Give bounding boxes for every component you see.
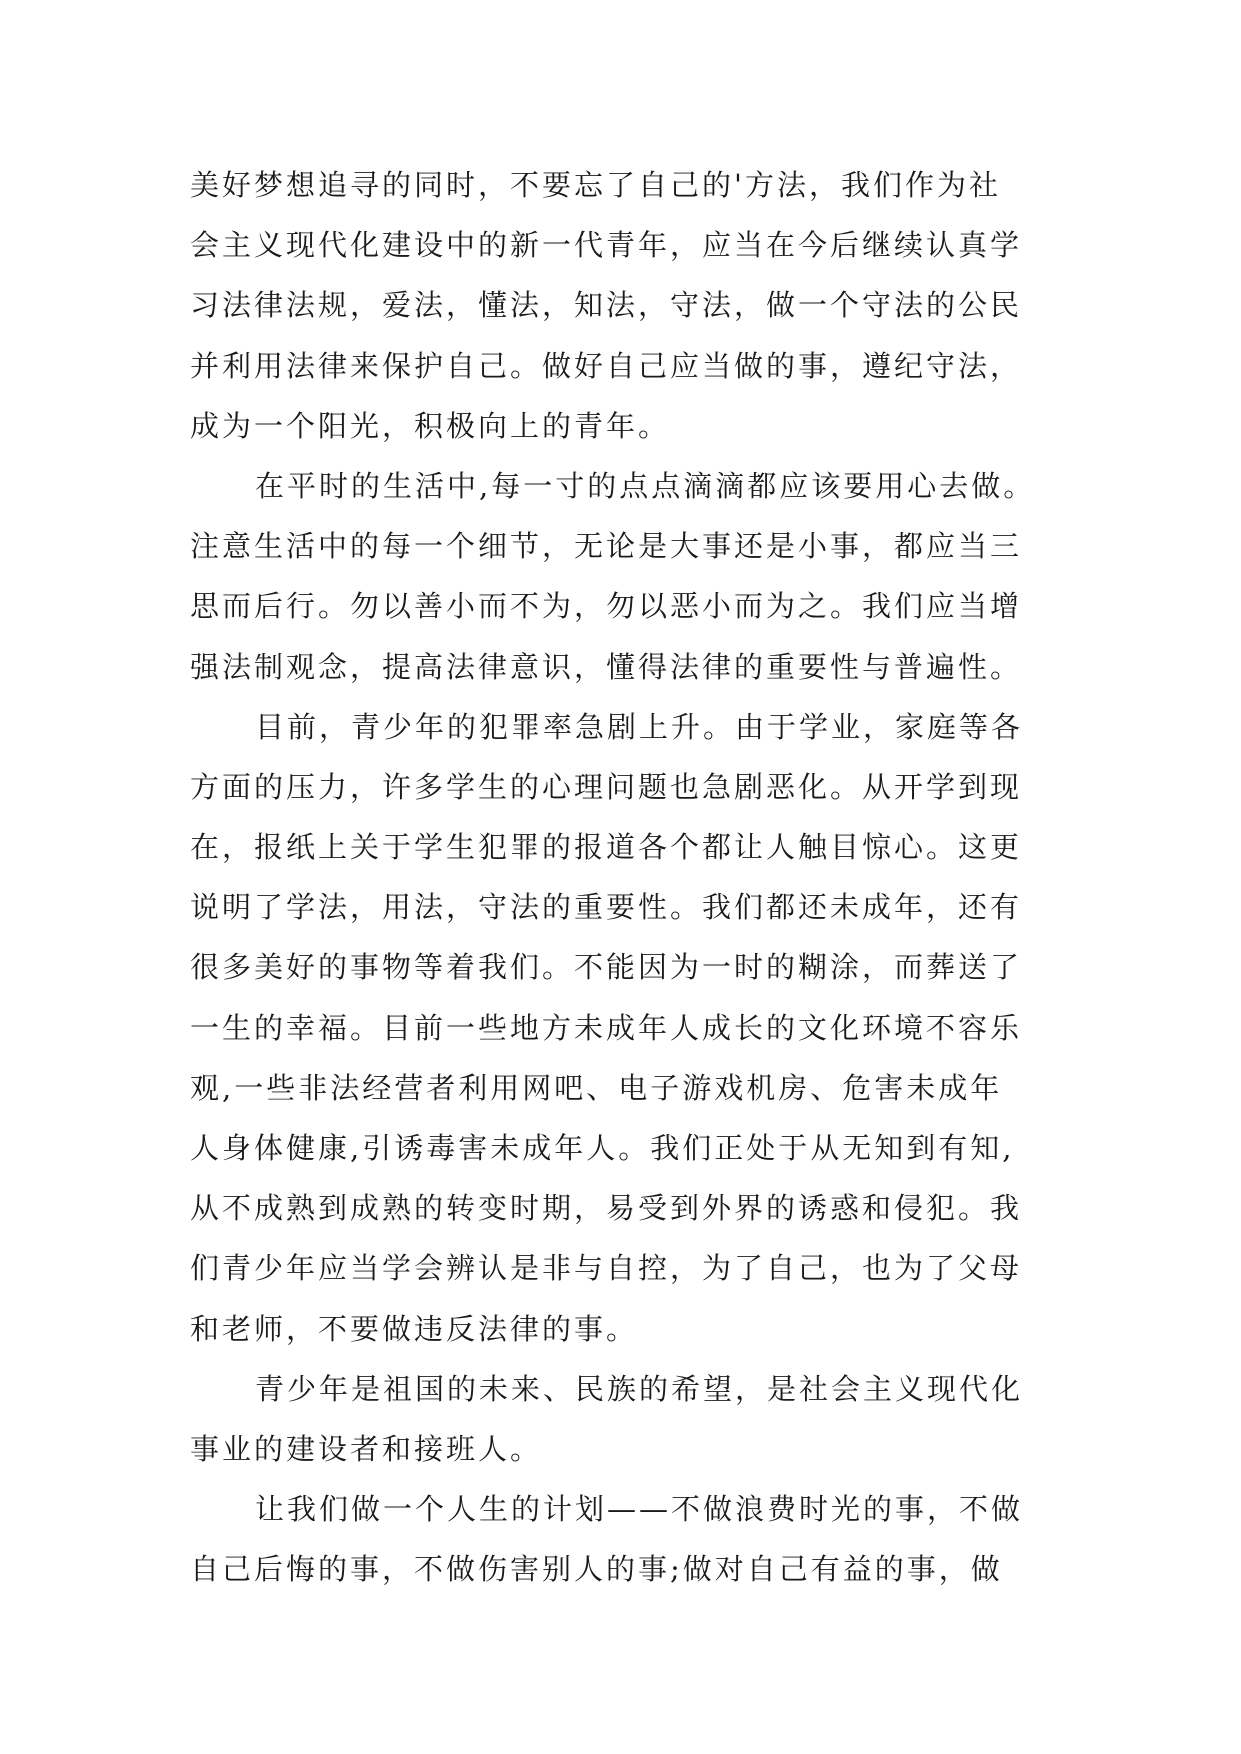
text-line: 事业的建设者和接班人。 bbox=[190, 1431, 543, 1466]
text-line: 从不成熟到成熟的转变时期，易受到外界的诱惑和侵犯。我 bbox=[190, 1191, 1023, 1226]
text-line: 和老师，不要做违反法律的事。 bbox=[190, 1311, 639, 1346]
text-line: 强法制观念，提高法律意识，懂得法律的重要性与普遍性。 bbox=[190, 649, 1023, 684]
text-line: 观,一些非法经营者利用网吧、电子游戏机房、危害未成年 bbox=[190, 1070, 1003, 1105]
text-line: 成为一个阳光，积极向上的青年。 bbox=[190, 408, 671, 443]
text-line: 自己后悔的事，不做伤害别人的事;做对自己有益的事，做 bbox=[190, 1552, 1003, 1587]
paragraph-first-line: 青少年是祖国的未来、民族的希望，是社会主义现代化 bbox=[255, 1371, 1024, 1406]
paragraph-first-line: 让我们做一个人生的计划——不做浪费时光的事，不做 bbox=[255, 1492, 1024, 1527]
text-line: 们青少年应当学会辨认是非与自控，为了自己，也为了父母 bbox=[190, 1251, 1023, 1286]
text-line: 方面的压力，许多学生的心理问题也急剧恶化。从开学到现 bbox=[190, 769, 1023, 804]
text-line: 很多美好的事物等着我们。不能因为一时的糊涂，而葬送了 bbox=[190, 950, 1023, 985]
text-line: 一生的幸福。目前一些地方未成年人成长的文化环境不容乐 bbox=[190, 1010, 1023, 1045]
text-line: 思而后行。勿以善小而不为，勿以恶小而为之。我们应当增 bbox=[190, 589, 1023, 624]
text-line: 会主义现代化建设中的新一代青年，应当在今后继续认真学 bbox=[190, 228, 1023, 263]
text-line: 在，报纸上关于学生犯罪的报道各个都让人触目惊心。这更 bbox=[190, 830, 1023, 865]
text-line: 美好梦想追寻的同时，不要忘了自己的'方法，我们作为社 bbox=[190, 168, 1001, 202]
paragraph-first-line: 在平时的生活中,每一寸的点点滴滴都应该要用心去做。 bbox=[255, 468, 1036, 503]
text-line: 注意生活中的每一个细节，无论是大事还是小事，都应当三 bbox=[190, 529, 1023, 564]
text-line: 并利用法律来保护自己。做好自己应当做的事，遵纪守法， bbox=[190, 348, 1023, 383]
text-line: 习法律法规，爱法，懂法，知法，守法，做一个守法的公民 bbox=[190, 288, 1023, 323]
text-line: 人身体健康,引诱毒害未成年人。我们正处于从无知到有知, bbox=[190, 1131, 1015, 1165]
text-line: 说明了学法，用法，守法的重要性。我们都还未成年，还有 bbox=[190, 890, 1023, 925]
paragraph-first-line: 目前，青少年的犯罪率急剧上升。由于学业，家庭等各 bbox=[255, 709, 1024, 744]
body-text bbox=[190, 155, 1060, 1600]
